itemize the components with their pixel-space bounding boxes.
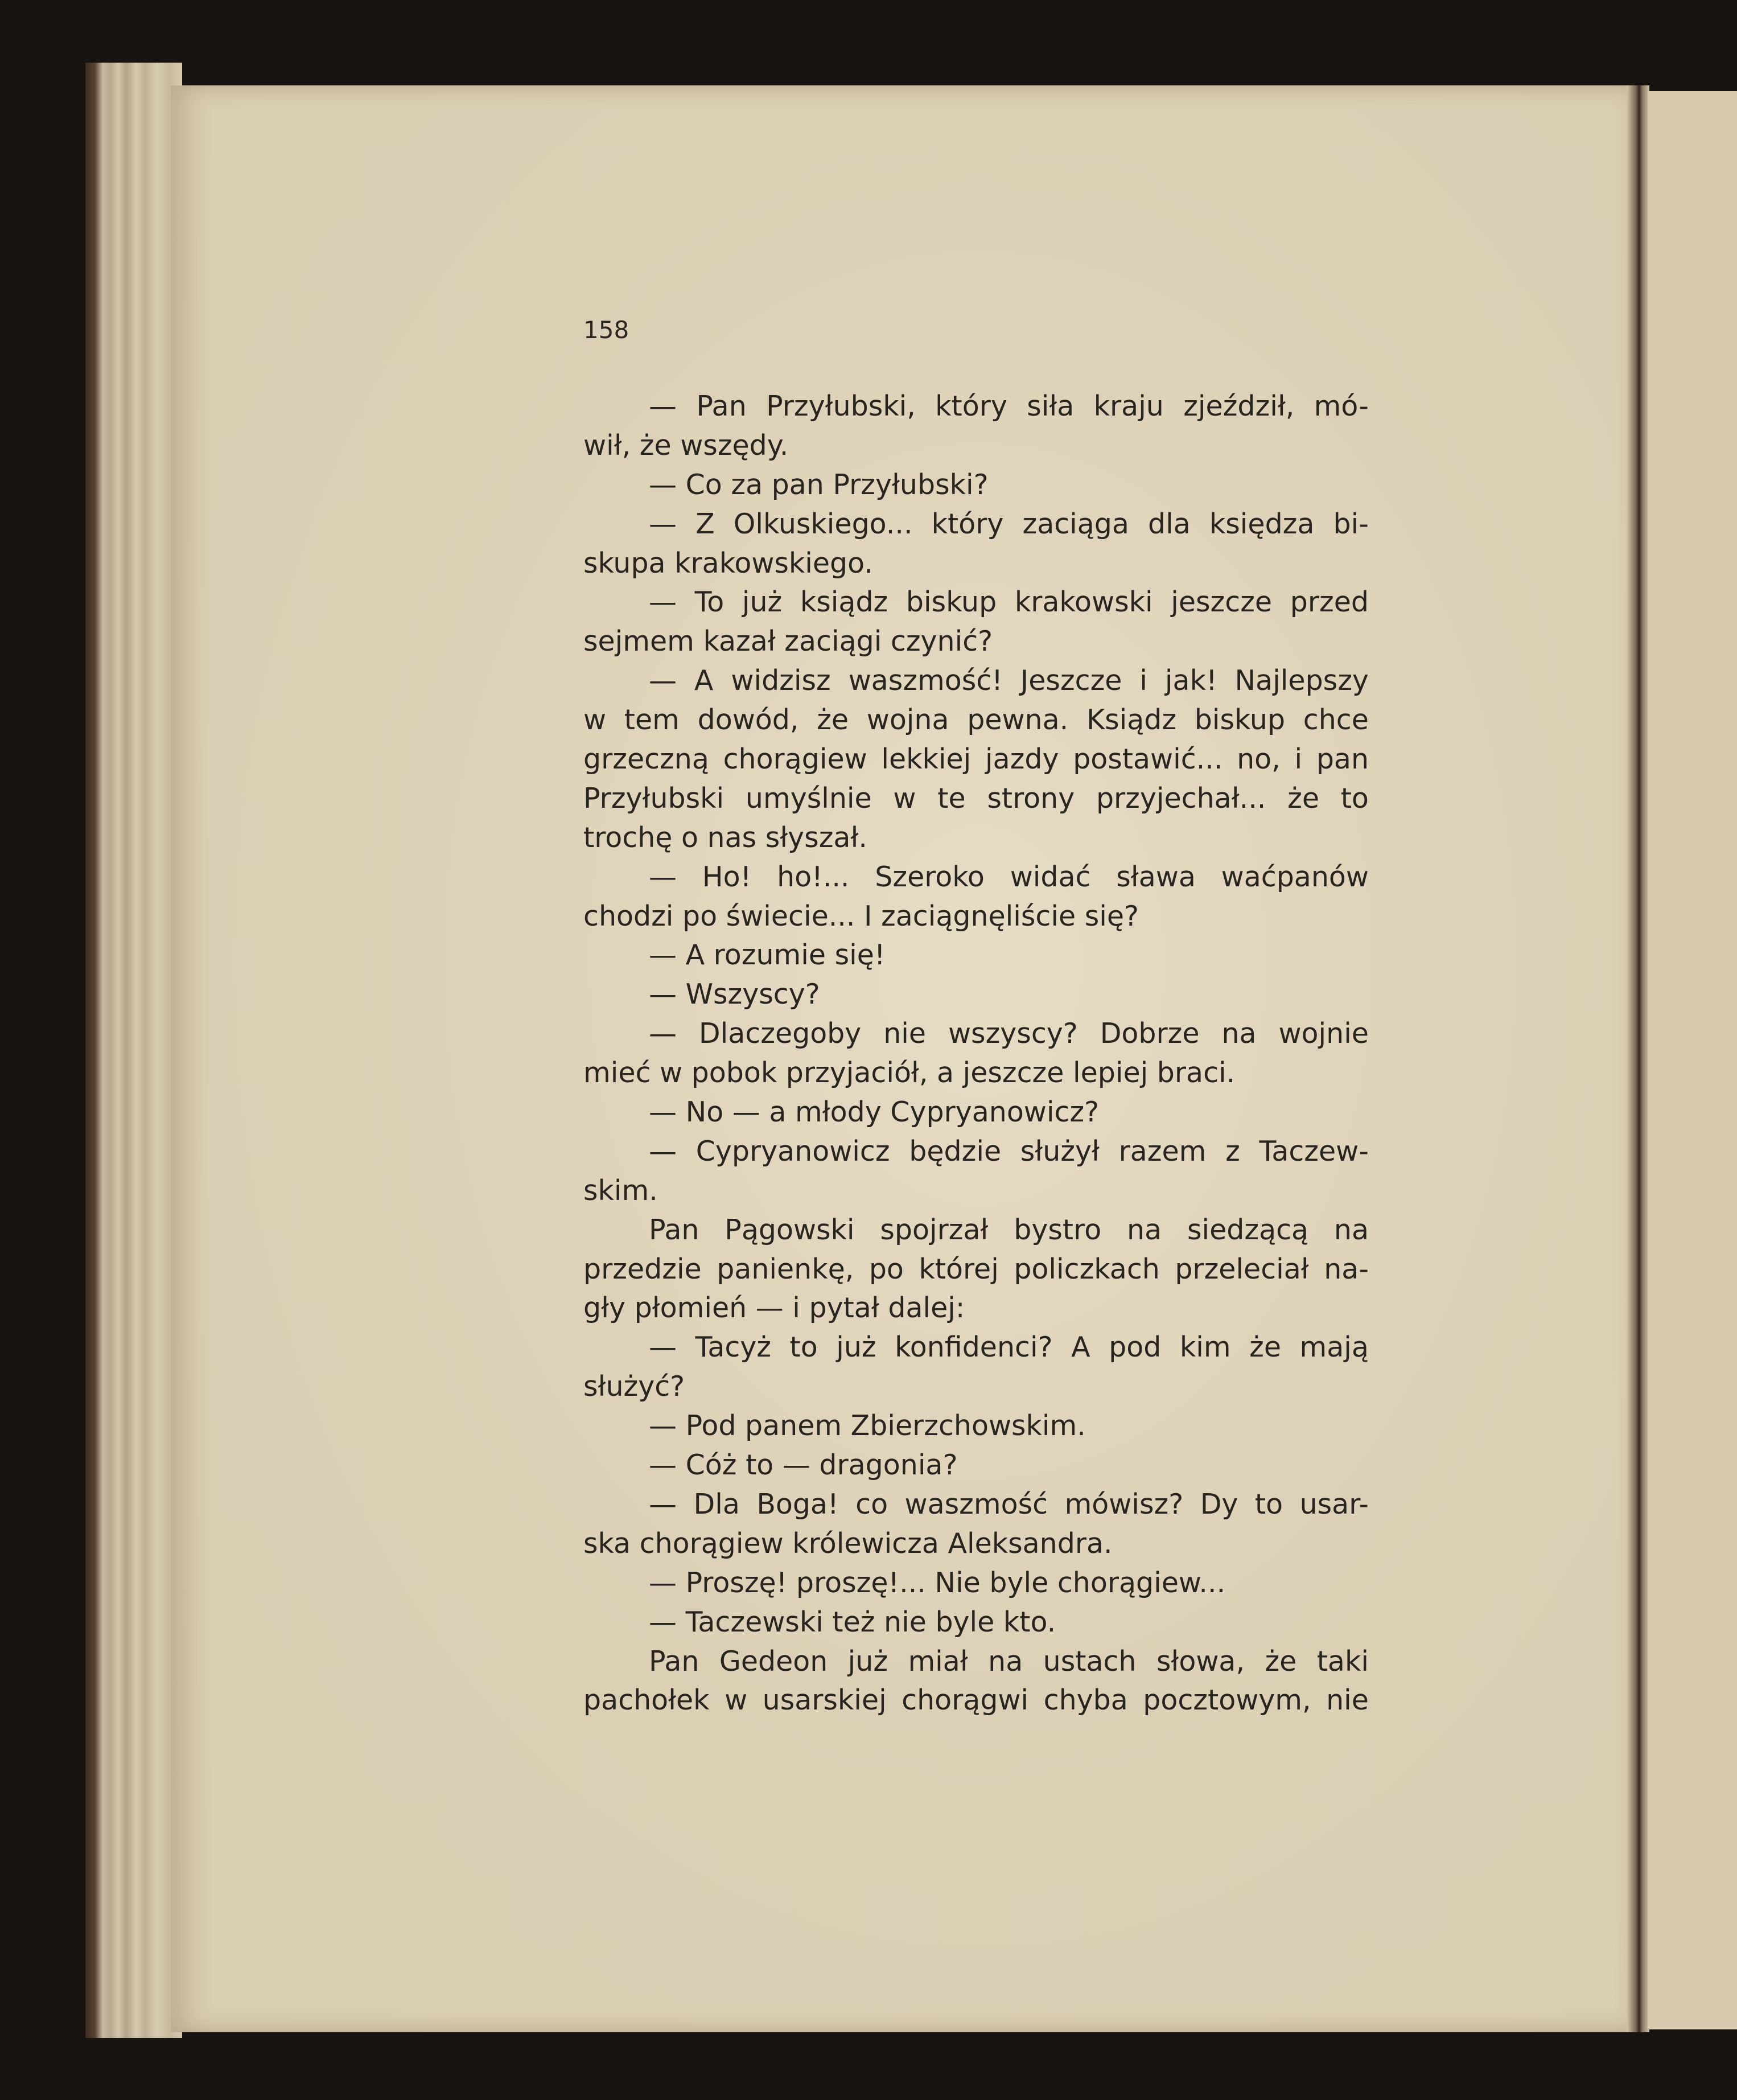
text-line: Pan Pągowski spojrzał bystro na siedzącą na bbox=[649, 1213, 1369, 1246]
text-line: pachołek w usarskiej chorągwi chyba pocztowym, nie bbox=[583, 1684, 1369, 1717]
facing-page-edge bbox=[1648, 91, 1737, 2029]
text-line: sejmem kazał zaciągi czynić? bbox=[583, 625, 993, 658]
text-line: — A rozumie się! bbox=[649, 939, 886, 972]
text-line: — Taczewski też nie byle kto. bbox=[649, 1605, 1056, 1638]
text-line: służyć? bbox=[583, 1370, 685, 1403]
text-line: w tem dowód, że wojna pewna. Ksiądz biskup chce bbox=[583, 704, 1369, 737]
text-line: — Cóż to — dragonia? bbox=[649, 1449, 958, 1482]
text-line: — Pod panem Zbierzchowskim. bbox=[649, 1409, 1086, 1443]
book-gutter bbox=[1627, 85, 1649, 2032]
body-text bbox=[583, 387, 1369, 1720]
text-line: wił, że wszędy. bbox=[583, 429, 789, 462]
text-line: — No — a młody Cypryanowicz? bbox=[649, 1096, 1100, 1129]
text-line: — Z Olkuskiego... który zaciąga dla księdza bi- bbox=[649, 507, 1369, 540]
text-line: ska chorągiew królewicza Aleksandra. bbox=[583, 1527, 1113, 1560]
text-line: Pan Gedeon już miał na ustach słowa, że taki bbox=[649, 1645, 1369, 1678]
text-line: — Dla Boga! co waszmość mówisz? Dy to usar- bbox=[649, 1487, 1369, 1520]
text-line: mieć w pobok przyjaciół, a jeszcze lepiej braci. bbox=[583, 1057, 1236, 1090]
text-line: skupa krakowskiego. bbox=[583, 546, 873, 580]
text-line: przedzie panienkę, po której policzkach przeleciał na- bbox=[583, 1252, 1369, 1285]
text-line: — Proszę! proszę!... Nie byle chorągiew... bbox=[649, 1566, 1226, 1599]
text-line: gły płomień — i pytał dalej: bbox=[583, 1292, 965, 1325]
text-line: — Pan Przyłubski, który siła kraju zjeździł, mó- bbox=[649, 390, 1369, 422]
text-line: — A widzisz waszmość! Jeszcze i jak! Najlepszy bbox=[649, 664, 1369, 697]
text-line: — To już ksiądz biskup krakowski jeszcze przed bbox=[649, 586, 1369, 619]
page-number: 158 bbox=[583, 316, 629, 344]
text-line: — Wszyscy? bbox=[649, 978, 820, 1011]
text-line: Przyłubski umyślnie w te strony przyjechał... że to bbox=[583, 782, 1369, 815]
text-line: chodzi po świecie... I zaciągnęliście się? bbox=[583, 899, 1139, 932]
text-line: — Tacyż to już konfidenci? A pod kim że mają bbox=[649, 1331, 1369, 1364]
text-line: skim. bbox=[583, 1174, 658, 1207]
text-line: trochę o nas słyszał. bbox=[583, 821, 867, 854]
text-line: grzeczną chorągiew lekkiej jazdy postawić... no, i pan bbox=[583, 743, 1369, 776]
text-line: — Ho! ho!... Szeroko widać sława waćpanów bbox=[649, 860, 1369, 893]
text-line: — Cypryanowicz będzie służył razem z Taczew- bbox=[649, 1135, 1369, 1168]
text-line: — Co za pan Przyłubski? bbox=[649, 468, 989, 501]
text-line: — Dlaczegoby nie wszyscy? Dobrze na wojnie bbox=[649, 1017, 1369, 1050]
stacked-page-edges bbox=[85, 63, 182, 2038]
